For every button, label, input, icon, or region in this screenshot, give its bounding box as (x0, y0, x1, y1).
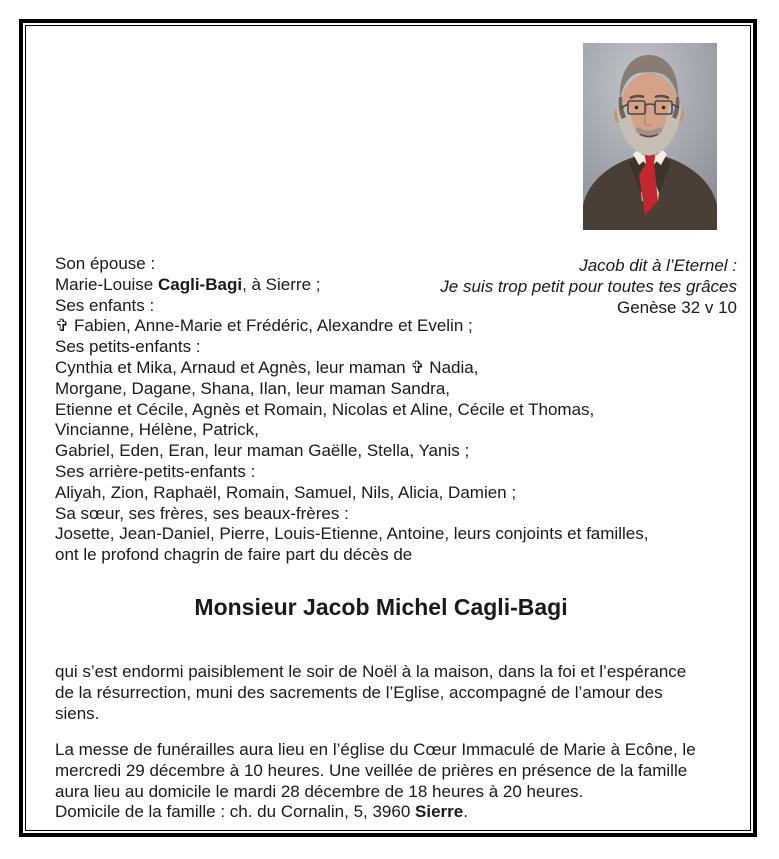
surname-bold: Cagli-Bagi (158, 274, 243, 294)
grandchildren-names-line: Vincianne, Hélène, Patrick, (55, 420, 259, 440)
announcement-closing-line: ont le profond chagrin de faire part du décès de (55, 545, 413, 565)
deceased-name-title: Monsieur Jacob Michel Cagli-Bagi (194, 594, 568, 620)
scripture-line-1: Jacob dit à l’Eternel : (579, 256, 737, 275)
grandchildren-names-line: Gabriel, Eden, Eran, leur maman Gaëlle, Stella, Yanis ; (55, 441, 470, 461)
funeral-line: La messe de funérailles aura lieu en l’église du Cœur Immaculé de Marie à Ecône, le (55, 740, 696, 759)
family-address-line: Domicile de la famille : ch. du Cornalin, 5, 3960 Sierre. (55, 802, 468, 822)
right-eye-shape (662, 106, 666, 110)
siblings-names-line: Josette, Jean-Daniel, Pierre, Louis-Etienne, Antoine, leurs conjoints et familles, (55, 524, 649, 544)
scripture-reference: Genèse 32 v 10 (616, 297, 737, 317)
left-eye-shape (635, 106, 639, 110)
relation-label-line: Ses arrière-petits-enfants : (55, 461, 256, 481)
obituary-paragraph (55, 662, 755, 724)
portrait-photo (583, 43, 717, 230)
obituary-line: de la résurrection, muni des sacrements de l’Eglise, accompagné de l’amour des (55, 682, 663, 702)
scripture-line-2: Je suis trop petit pour toutes tes grâces (440, 276, 737, 296)
relation-label-line: Ses enfants : (55, 295, 155, 315)
family-announcement (55, 254, 715, 566)
relation-label-line: Son épouse : (55, 254, 156, 273)
spouse-name-line: Marie-Louise Cagli-Bagi, à Sierre ; (55, 274, 321, 294)
funeral-line: aura lieu au domicile le mardi 28 décembre de 18 heures à 20 heures. (55, 781, 584, 801)
relation-label-line: Sa sœur, ses frères, ses beaux-frères : (55, 503, 349, 523)
great-grandchildren-names-line: Aliyah, Zion, Raphaël, Romain, Samuel, Nils, Alicia, Damien ; (55, 482, 517, 502)
obituary-line: qui s’est endormi paisiblement le soir de Noël à la maison, dans la foi et l’espérance (55, 662, 687, 681)
obituary-line: siens. (55, 703, 100, 723)
grandchildren-names-line: Etienne et Cécile, Agnès et Romain, Nicolas et Aline, Cécile et Thomas, (55, 399, 595, 419)
relation-label-line: Ses petits-enfants : (55, 337, 201, 357)
city-bold: Sierre (415, 802, 464, 822)
funeral-line: mercredi 29 décembre à 10 heures. Une veillée de prières en présence de la famille (55, 760, 688, 780)
funeral-details-paragraph (55, 740, 755, 823)
grandchildren-names-line: Morgane, Dagane, Shana, Ilan, leur maman Sandra, (55, 378, 451, 398)
cross-icon: ✞ (55, 316, 70, 336)
cross-icon: ✞ (410, 357, 425, 377)
children-names-line: ✞ Fabien, Anne-Marie et Frédéric, Alexandre et Evelin ; (55, 316, 473, 336)
grandchildren-names-line: Cynthia et Mika, Arnaud et Agnès, leur maman ✞ Nadia, (55, 357, 479, 377)
